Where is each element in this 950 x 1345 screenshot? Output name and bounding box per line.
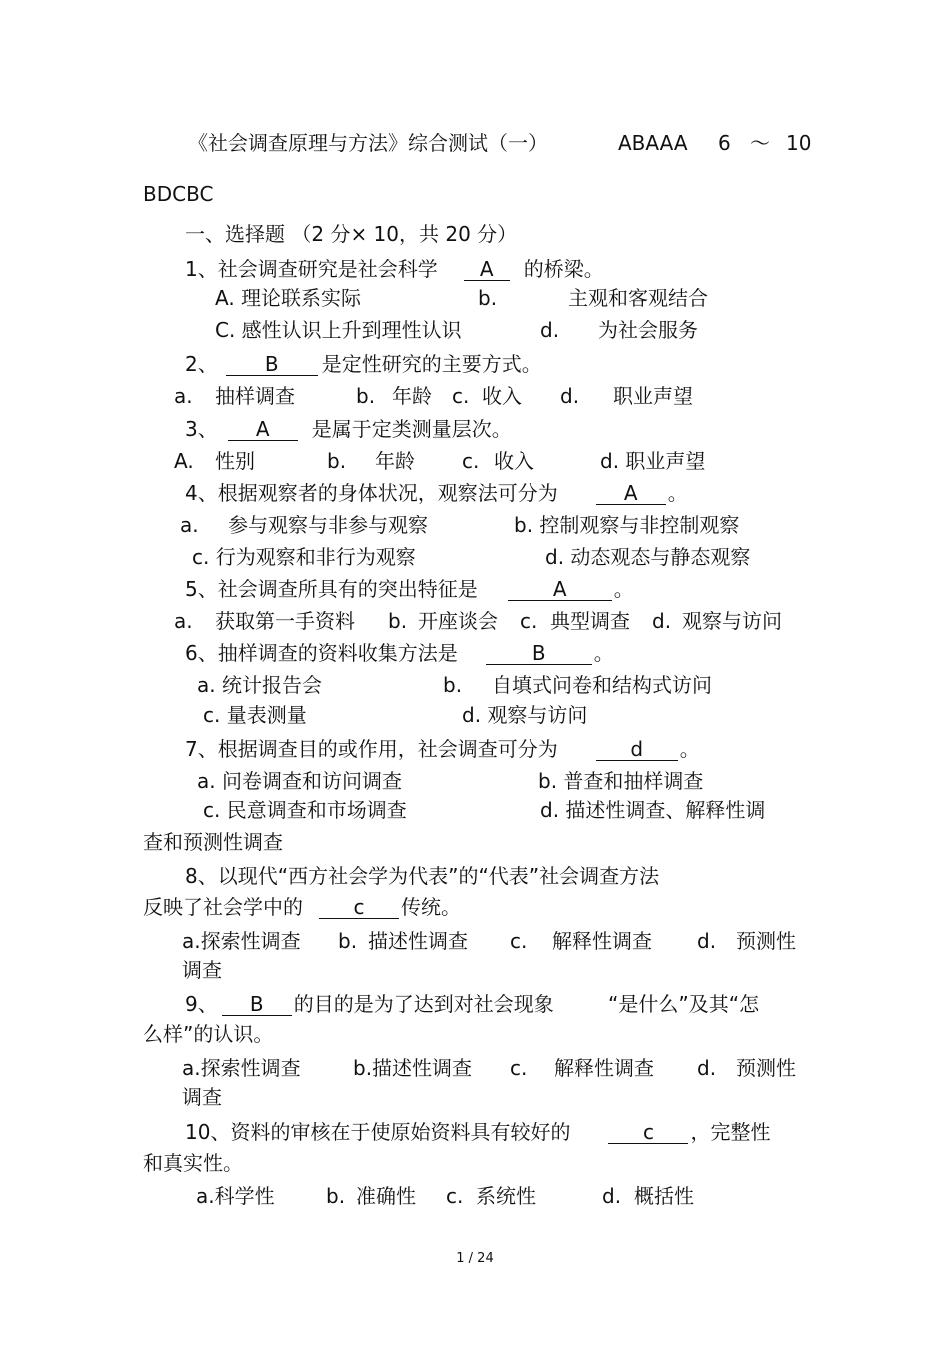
option: C. 感性认识上升到理性认识 [215, 318, 462, 342]
answer-blank: B [486, 642, 592, 665]
option: 抽样调查 [215, 384, 295, 408]
question-text: 的目的是为了达到对社会现象 [293, 992, 554, 1016]
option: b. [356, 384, 376, 408]
question-9-continued: 么样”的认识。 [143, 1022, 274, 1046]
answer-key-tilde: ～ [750, 131, 770, 155]
option: a.探索性调查 [182, 929, 301, 953]
question-text: 10、资料的审核在于使原始资料具有较好的 [185, 1120, 571, 1144]
option: c. [520, 609, 538, 633]
question-10-continued: 和真实性。 [143, 1151, 243, 1175]
question-text: 。 [593, 641, 614, 665]
document-title: 《社会调查原理与方法》综合测试（一） [188, 131, 548, 155]
option: d. [697, 1056, 717, 1080]
question-8-continued [143, 894, 461, 920]
option: 开座谈会 [418, 609, 498, 633]
answer-key-range-end: 10 [786, 131, 812, 155]
answer-key-1: ABAAA [618, 131, 688, 155]
option: 年龄 [375, 449, 415, 473]
option: d. 动态观态与静态观察 [545, 545, 751, 569]
option-continued: 调查 [182, 1085, 222, 1109]
answer-blank: A [464, 258, 510, 281]
option: a.探索性调查 [182, 1056, 301, 1080]
question-4 [185, 480, 688, 506]
option: 解释性调查 [552, 929, 652, 953]
question-text: 。 [613, 577, 634, 601]
answer-blank: A [508, 578, 612, 601]
question-9-quote: “是什么”及其“怎 [608, 992, 760, 1016]
question-text: 是定性研究的主要方式。 [321, 352, 542, 376]
option: 自填式问卷和结构式访问 [492, 673, 712, 697]
option: 职业声望 [613, 384, 693, 408]
answer-key-range-start: 6 [718, 131, 731, 155]
option: 年龄 [392, 384, 432, 408]
answer-blank: B [222, 993, 292, 1016]
option: 预测性 [736, 929, 796, 953]
option: d. [560, 384, 580, 408]
option: c. 量表测量 [203, 703, 307, 727]
question-2 [185, 351, 542, 377]
option: d. 描述性调查、解释性调 [540, 798, 766, 822]
answer-blank: B [226, 353, 318, 376]
option: A. 理论联系实际 [215, 286, 362, 310]
question-text: 1、社会调查研究是社会科学 [185, 257, 438, 281]
option: 描述性调查 [368, 929, 468, 953]
question-text: 反映了社会学中的 [143, 895, 303, 919]
option: c. 行为观察和非行为观察 [192, 545, 416, 569]
option: a. 统计报告会 [197, 673, 322, 697]
option: 概括性 [634, 1184, 694, 1208]
option: d. [697, 929, 717, 953]
option-continued: 查和预测性调查 [143, 830, 283, 854]
question-1 [185, 256, 604, 282]
question-text: 4、根据观察者的身体状况，观察法可分为 [185, 481, 558, 505]
option: a. [174, 609, 193, 633]
option: a. [174, 384, 193, 408]
option: a. [180, 513, 199, 537]
answer-blank: A [596, 482, 666, 505]
option: c. 民意调查和市场调查 [203, 798, 407, 822]
question-text: 2、 [185, 352, 218, 376]
answer-blank: c [319, 896, 399, 919]
option: 获取第一手资料 [215, 609, 355, 633]
question-text: 的桥梁。 [523, 257, 604, 281]
question-8: 8、以现代“西方社会学为代表”的“代表”社会调查方法 [185, 864, 660, 888]
question-10 [185, 1119, 770, 1145]
question-5 [185, 576, 634, 602]
option: 预测性 [736, 1056, 796, 1080]
option: a.科学性 [196, 1184, 275, 1208]
option: b. [338, 929, 358, 953]
option: A. [174, 449, 194, 473]
question-text: 3、 [185, 417, 218, 441]
option: 系统性 [476, 1184, 536, 1208]
option: 典型调查 [550, 609, 630, 633]
question-7 [185, 736, 700, 762]
question-text: 7、根据调查目的或作用，社会调查可分为 [185, 737, 558, 761]
option: b.描述性调查 [353, 1056, 473, 1080]
option: d. [602, 1184, 622, 1208]
question-3 [185, 416, 512, 442]
option: 收入 [482, 384, 522, 408]
option: b. [478, 286, 498, 310]
answer-blank: c [608, 1121, 688, 1144]
answer-blank: A [228, 418, 298, 441]
option: 性别 [215, 449, 255, 473]
option: a. 问卷调查和访问调查 [197, 769, 402, 793]
question-text: ，完整性 [690, 1120, 771, 1144]
page-number: 1 / 24 [456, 1251, 494, 1266]
option: c. [510, 929, 528, 953]
option: b. 控制观察与非控制观察 [514, 513, 740, 537]
option: b. [388, 609, 408, 633]
question-text: 。 [679, 737, 700, 761]
question-6 [185, 640, 614, 666]
option: 收入 [494, 449, 534, 473]
question-text: 传统。 [401, 895, 461, 919]
question-text: 。 [667, 481, 688, 505]
answer-blank: d [596, 738, 678, 761]
question-9 [185, 991, 554, 1017]
option: 观察与访问 [682, 609, 782, 633]
question-text: 是属于定类测量层次。 [311, 417, 512, 441]
option: b. [443, 673, 463, 697]
option: b. [326, 1184, 346, 1208]
option: 解释性调查 [554, 1056, 654, 1080]
question-text: 6、抽样调查的资料收集方法是 [185, 641, 458, 665]
option: b. [327, 449, 347, 473]
option: b. 普查和抽样调查 [538, 769, 704, 793]
option-continued: 调查 [182, 958, 222, 982]
option: d. 职业声望 [600, 449, 706, 473]
question-text: 5、社会调查所具有的突出特征是 [185, 577, 478, 601]
option: 为社会服务 [598, 318, 698, 342]
question-text: 9、 [185, 992, 218, 1016]
section-heading: 一、选择题 （2 分× 10，共 20 分） [185, 222, 518, 246]
option: d. [652, 609, 672, 633]
option: d. [540, 318, 560, 342]
option: c. [462, 449, 480, 473]
option: 参与观察与非参与观察 [228, 513, 428, 537]
option: c. [510, 1056, 528, 1080]
option: c. [446, 1184, 464, 1208]
answer-key-2: BDCBC [143, 182, 214, 206]
option: 准确性 [356, 1184, 416, 1208]
option: d. 观察与访问 [462, 703, 588, 727]
option: c. [452, 384, 470, 408]
option: 主观和客观结合 [568, 286, 708, 310]
